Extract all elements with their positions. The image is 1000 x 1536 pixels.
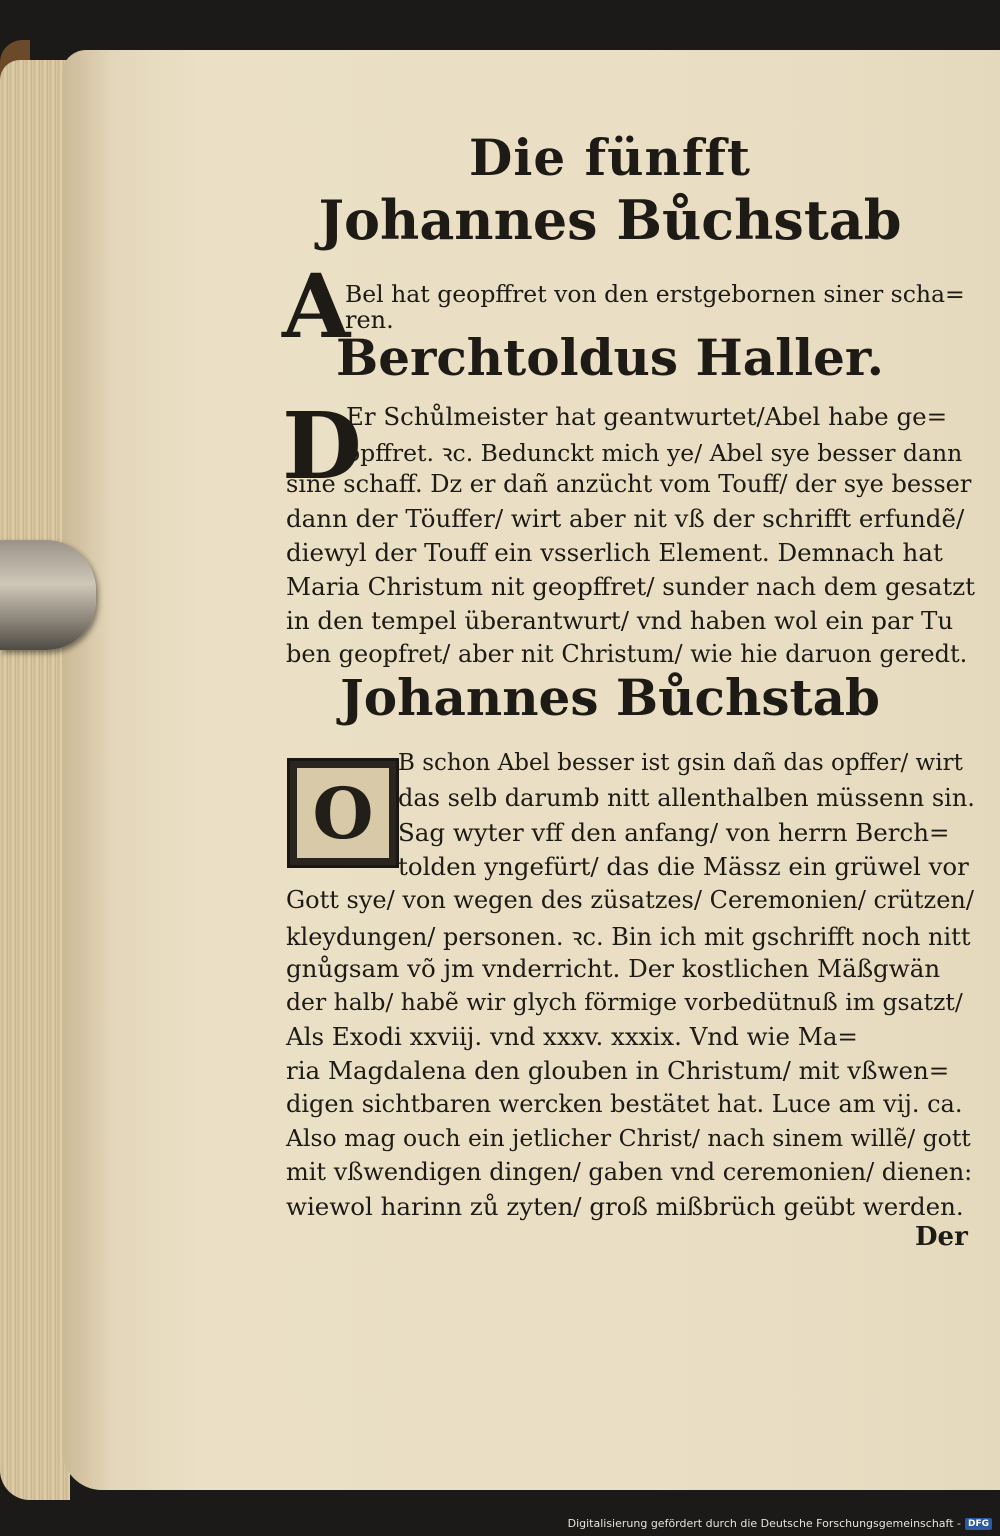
heading-berchtoldus-haller: Berchtoldus Haller.: [335, 328, 885, 387]
text-line: der halb/ habẽ wir glych förmige vorbedütnuß im gsatzt/: [286, 988, 963, 1016]
text-line: ben geopfret/ aber nit Christum/ wie hie daruon geredt.: [286, 640, 968, 668]
dfg-logo: DFG: [965, 1518, 992, 1530]
text-line: diewyl der Touff ein vsserlich Element. Demnach hat: [286, 538, 943, 567]
text-line: Also mag ouch ein jetlicher Christ/ nach sinem willẽ/ gott: [286, 1124, 971, 1152]
initial-o: O: [297, 768, 389, 858]
text-line: Sag wyter vff den anfang/ von herrn Berch=: [398, 818, 950, 847]
heading-johannes-buchstab-2: Johannes Bůchstab: [340, 668, 880, 727]
text-line: B schon Abel besser ist gsin dañ das opffer/ wirt: [398, 750, 963, 776]
initial-d: D: [282, 392, 362, 500]
text-line: wiewol harinn zů zyten/ groß mißbrüch geübt werden.: [286, 1192, 964, 1221]
text-line: tolden yngefürt/ das die Mässz ein grüwel vor: [398, 852, 969, 881]
initial-a: A: [282, 254, 351, 358]
heading-johannes-buchstab: Johannes Bůchstab: [318, 188, 902, 252]
text-line: Gott sye/ von wegen des züsatzes/ Ceremonien/ crützen/: [286, 886, 974, 914]
catchword: Der: [915, 1222, 968, 1252]
text-line: sine schaff. Dz er dañ anzücht vom Touff/ der sye besser: [286, 470, 972, 498]
text-line: opffret. ꝛc. Bedunckt mich ye/ Abel sye besser dann: [346, 439, 963, 467]
text-line: Er Schůlmeister hat geantwurtet/Abel habe ge=: [346, 402, 948, 431]
footer-credit: [568, 1517, 992, 1530]
text-line: mit vßwendigen dingen/ gaben vnd ceremonien/ dienen:: [286, 1158, 973, 1186]
text-line: ren.: [345, 306, 394, 334]
ornamental-initial-o: [287, 758, 399, 868]
text-line: digen sichtbaren wercken bestätet hat. Luce am vij. ca.: [286, 1090, 963, 1118]
text-line: Als Exodi xxviij. vnd xxxv. xxxix. Vnd wie Ma=: [286, 1022, 858, 1051]
text-line: Maria Christum nit geopffret/ sunder nach dem gesatzt: [286, 572, 975, 601]
text-line: Bel hat geopffret von den erstgebornen siner scha=: [345, 280, 965, 308]
page-clip: [0, 540, 96, 650]
text-line: kleydungen/ personen. ꝛc. Bin ich mit gschrifft noch nitt: [286, 923, 971, 951]
page-edges: [0, 60, 70, 1500]
text-line: gnůgsam võ jm vnderricht. Der kostlichen Mäßgwän: [286, 954, 941, 983]
text-line: ria Magdalena den glouben in Christum/ mit vßwen=: [286, 1056, 950, 1085]
text-line: in den tempel überantwurt/ vnd haben wol ein par Tu: [286, 606, 954, 635]
text-line: dann der Töuffer/ wirt aber nit vß der schrifft erfundẽ/: [286, 504, 965, 533]
heading-die-fuenfft: Die fünfft: [469, 128, 751, 187]
text-line: das selb darumb nitt allenthalben müssenn sin.: [398, 784, 975, 812]
footer-text: Digitalisierung gefördert durch die Deutsche Forschungsgemeinschaft -: [567, 1517, 961, 1530]
